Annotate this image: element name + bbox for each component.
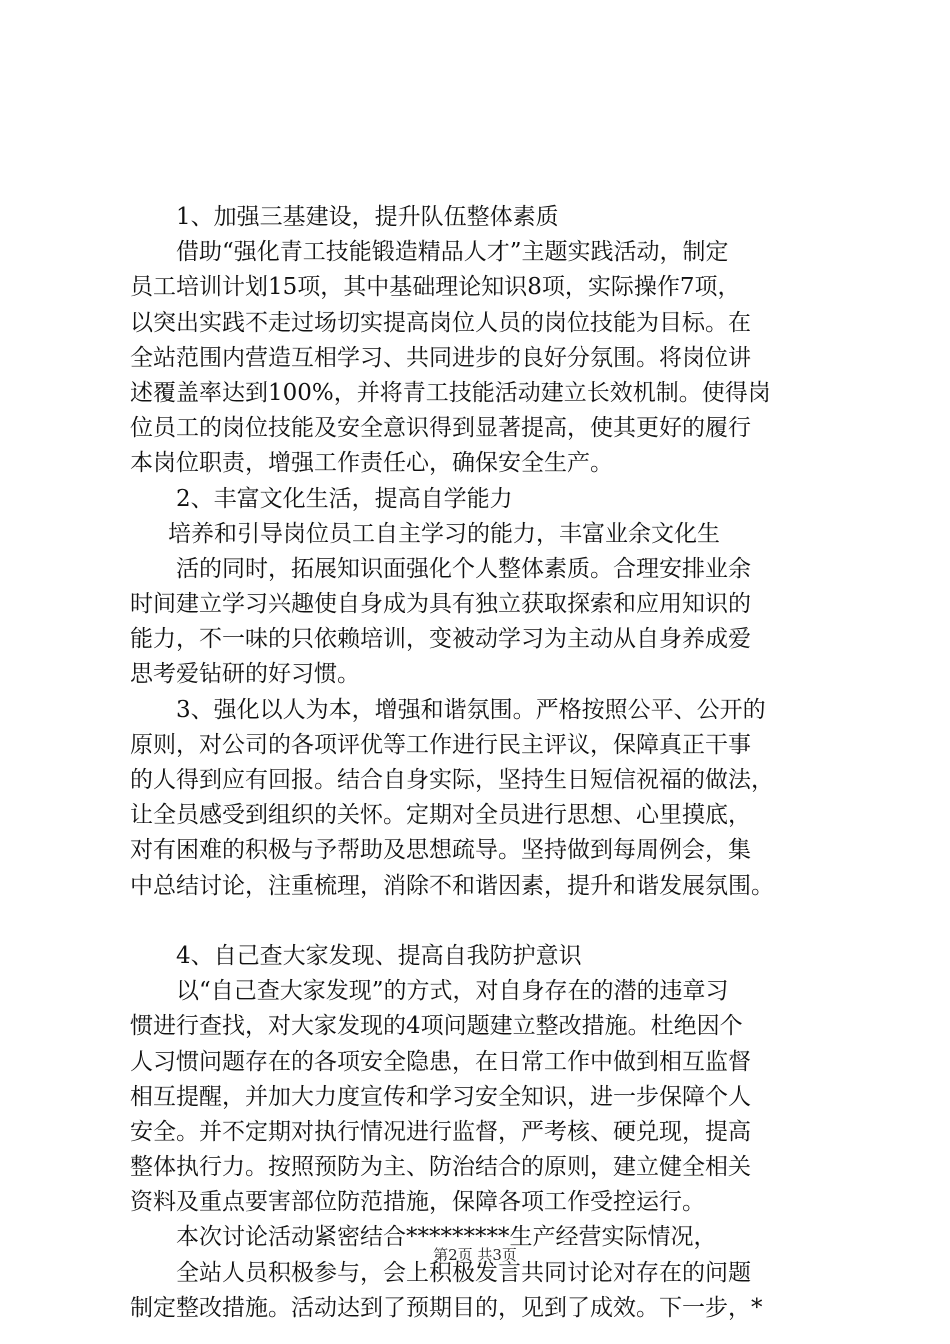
blank-line (130, 904, 850, 939)
paragraph-line: 中总结讨论，注重梳理，消除不和谐因素，提升和谐发展氛围。 (130, 872, 774, 899)
paragraph-line: 借助“强化青工技能锻造精品人才”主题实践活动，制定 (176, 239, 729, 266)
paragraph-line: 安全。并不定期对执行情况进行监督，严考核、硬兑现，提高 (130, 1118, 751, 1145)
page-number-footer: 第2页 共3页 (433, 1246, 517, 1264)
paragraph-line: 思考爱钻研的好习惯。 (130, 661, 360, 688)
paragraph-line: 人习惯问题存在的各项安全隐患，在日常工作中做到相互监督 (130, 1048, 751, 1075)
paragraph-line: 员工培训计划15项，其中基础理论知识8项，实际操作7项， (130, 274, 741, 301)
paragraph-line: 相互提醒，并加大力度宣传和学习安全知识，进一步保障个人 (130, 1083, 751, 1110)
paragraph-line: 以“自己查大家发现”的方式，对自身存在的潜的违章习 (176, 978, 729, 1005)
paragraph-line: 全站范围内营造互相学习、共同进步的良好分氛围。将岗位讲 (130, 344, 751, 371)
paragraph-line: 原则，对公司的各项评优等工作进行民主评议，保障真正干事 (130, 731, 751, 758)
paragraph-line: 整体执行力。按照预防为主、防治结合的原则，建立健全相关 (130, 1154, 751, 1181)
paragraph-line: 培养和引导岗位员工自主学习的能力，丰富业余文化生 (168, 520, 720, 547)
paragraph-line: 能力，不一味的只依赖培训，变被动学习为主动从自身养成爱 (130, 626, 751, 653)
paragraph-line: 以突出实践不走过场切实提高岗位人员的岗位技能为目标。在 (130, 309, 751, 336)
paragraph-line: 述覆盖率达到100%，并将青工技能活动建立长效机制。使得岗 (130, 379, 771, 406)
paragraph-line: 活的同时，拓展知识面强化个人整体素质。合理安排业余 (176, 555, 751, 582)
section-heading-2: 2、丰富文化生活，提高自学能力 (176, 485, 513, 512)
document-body (130, 200, 850, 1326)
section-heading-3: 3、强化以人为本，增强和谐氛围。严格按照公平、公开的 (176, 696, 766, 723)
paragraph-line: 本次讨论活动紧密结合*********生产经营实际情况， (176, 1224, 717, 1251)
paragraph-line: 资料及重点要害部位防范措施，保障各项工作受控运行。 (130, 1189, 705, 1216)
paragraph-line: 时间建立学习兴趣使自身成为具有独立获取探索和应用知识的 (130, 591, 751, 618)
section-heading-1: 1、加强三基建设，提升队伍整体素质 (176, 204, 559, 230)
paragraph-line: 的人得到应有回报。结合自身实际，坚持生日短信祝福的做法， (130, 767, 774, 793)
paragraph-line: 全站人员积极参与，会上积极发言共同讨论对存在的问题 (176, 1259, 751, 1286)
paragraph-line: 本岗位职责，增强工作责任心，确保安全生产。 (130, 450, 613, 477)
paragraph-line: 对有困难的积极与予帮助及思想疏导。坚持做到每周例会，集 (130, 837, 751, 864)
section-heading-4: 4、自己查大家发现、提高自我防护意识 (176, 942, 582, 969)
paragraph-line: 惯进行查找，对大家发现的4项问题建立整改措施。杜绝因个 (130, 1013, 743, 1040)
paragraph-line: 制定整改措施。活动达到了预期目的，见到了成效。下一步，* (130, 1294, 763, 1321)
paragraph-line: 位员工的岗位技能及安全意识得到显著提高，使其更好的履行 (130, 415, 751, 442)
paragraph-line: 让全员感受到组织的关怀。定期对全员进行思想、心里摸底， (130, 802, 751, 829)
